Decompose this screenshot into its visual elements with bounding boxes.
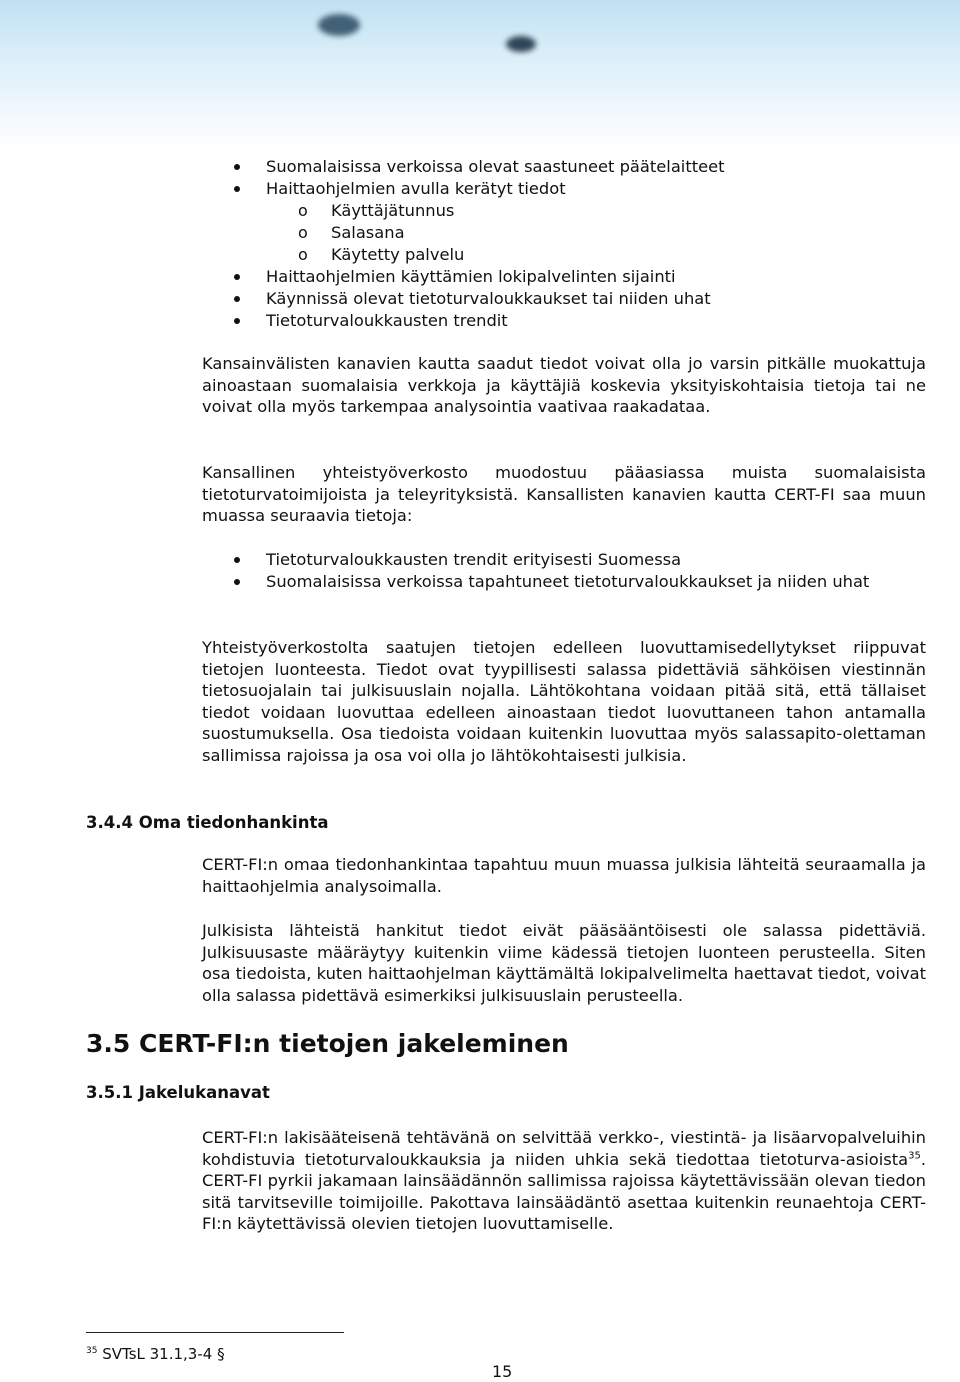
bullet-icon [234, 186, 240, 192]
list-item: Haittaohjelmien avulla kerätyt tiedot [266, 179, 566, 198]
header-ink-blot [318, 14, 360, 36]
footnote-number: 35 [86, 1346, 98, 1356]
sub-list-item: Salasana [331, 223, 405, 242]
header-decoration [0, 0, 960, 150]
sub-bullet-marker: o [298, 223, 308, 242]
body-paragraph: Kansainvälisten kanavien kautta saadut tiedot voivat olla jo varsin pitkälle muokattuja ainoastaan suomalaisia verkkoja ja käyttäjiä koskevia yksityiskohtaisia tietoja tai ne voivat olla myös tarkempaa analysointia vaativaa raakadataa. [202, 354, 926, 416]
body-paragraph: Kansallinen yhteistyöverkosto muodostuu pääasiassa muista suomalaisista tietoturvatoimijoista ja teleyrityksistä. Kansallisten kanavien kautta CERT-FI saa muun muassa seuraavia tietoja: [202, 463, 926, 525]
body-paragraph: Julkisista lähteistä hankitut tiedot eivät pääsääntöisesti ole salassa pidettäviä. Julkisuusaste määräytyy kuitenkin viime kädessä tietojen luonteen perusteella. Siten osa tiedoista, kuten haittaohjelman käyttämältä lokipalvelimelta haettavat tiedot, voivat olla salassa pidettävä esimerkiksi julkisuuslain perusteella. [202, 921, 926, 1005]
footnote [86, 1344, 225, 1364]
bullet-icon [234, 164, 240, 170]
bullet-icon [234, 274, 240, 280]
section-heading: 3.4.4 Oma tiedonhankinta [86, 813, 329, 832]
page-number: 15 [492, 1362, 513, 1381]
bullet-icon [234, 318, 240, 324]
chapter-heading: 3.5 CERT-FI:n tietojen jakeleminen [86, 1029, 569, 1058]
bullet-icon [234, 296, 240, 302]
bullet-icon [234, 579, 240, 585]
paragraph-text: CERT-FI:n lakisääteisenä tehtävänä on selvittää verkko-, viestintä- ja lisäarvopalveluihin kohdistuvia tietoturvaloukkauksia ja niiden uhkia sekä tiedottaa tietoturva-asioista [202, 1128, 926, 1169]
bullet-icon [234, 557, 240, 563]
list-item: Suomalaisissa verkoissa tapahtuneet tietoturvaloukkaukset ja niiden uhat [266, 572, 870, 591]
section-heading: 3.5.1 Jakelukanavat [86, 1083, 270, 1102]
body-paragraph: Yhteistyöverkostolta saatujen tietojen edelleen luovuttamisedellytykset riippuvat tietojen luonteesta. Tiedot ovat tyypillisesti salassa pidettäviä sähköisen viestinnän tietosuojalain tai julkisuuslain nojalla. Lähtökohtana voidaan pitää sitä, että tällaiset tiedot voidaan luovuttaa edelleen ainoastaan tiedot luovuttaneen tahon antamalla suostumuksella. Osa tiedoista voidaan kuitenkin luovuttaa myös salassapito-olettaman sallimissa rajoissa ja osa voi olla jo lähtökohtaisesti julkisia. [202, 638, 926, 765]
footnote-text: SVTsL 31.1,3-4 § [102, 1345, 225, 1363]
sub-bullet-marker: o [298, 245, 308, 264]
list-item: Käynnissä olevat tietoturvaloukkaukset tai niiden uhat [266, 289, 711, 308]
body-paragraph [202, 1127, 926, 1235]
footnote-divider [86, 1332, 344, 1333]
sub-list-item: Käyttäjätunnus [331, 201, 455, 220]
list-item: Tietoturvaloukkausten trendit erityisesti Suomessa [266, 550, 682, 569]
body-paragraph: CERT-FI:n omaa tiedonhankintaa tapahtuu muun muassa julkisia lähteitä seuraamalla ja haittaohjelmia analysoimalla. [202, 855, 926, 896]
list-item: Suomalaisissa verkoissa olevat saastuneet päätelaitteet [266, 157, 725, 176]
sub-bullet-marker: o [298, 201, 308, 220]
sub-list-item: Käytetty palvelu [331, 245, 465, 264]
list-item: Haittaohjelmien käyttämien lokipalvelinten sijainti [266, 267, 676, 286]
header-ink-blot [506, 36, 536, 52]
footnote-reference[interactable]: 35 [908, 1150, 921, 1162]
list-item: Tietoturvaloukkausten trendit [266, 311, 508, 330]
paragraph-text: . CERT-FI pyrkii jakamaan lainsäädännön sallimissa rajoissa käytettävissään olevan tiedon sitä tarvitseville toimijoille. Pakottava lainsäädäntö asettaa kuitenkin reunaehtoja CERT-FI:n käytettävissä olevien tietojen luovuttamiselle. [202, 1149, 926, 1233]
